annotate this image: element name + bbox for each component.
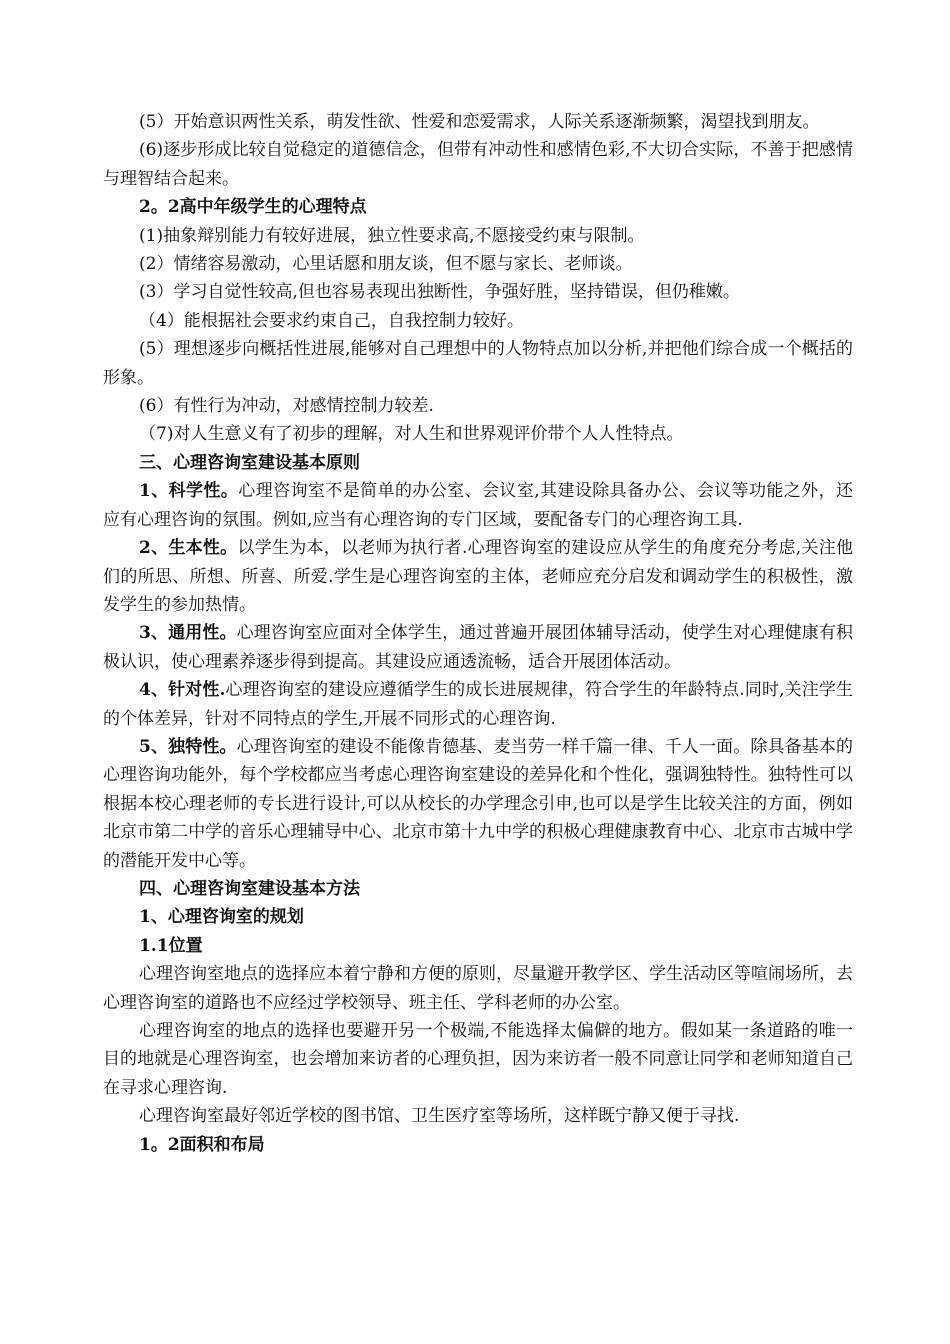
- section-title-principles: 三、心理咨询室建设基本原则: [139, 452, 360, 473]
- paragraph-location: 心理咨询室地点的选择应本着宁静和方便的原则，尽量避开教学区、学生活动区等喧闹场所，去心理咨询室的道路也不应经过学校领导、班主任、学科老师的办公室。: [103, 964, 853, 1013]
- principle-paragraph: [103, 477, 853, 534]
- principle-head: 5、独特性。: [139, 736, 237, 757]
- list-item: (1)抽象辩别能力有较好进展，独立性要求高,不愿接受约束与限制。: [139, 225, 645, 246]
- subsection-title-location: 1.1位置: [139, 935, 203, 956]
- subsection-title-planning: 1、心理咨询室的规划: [139, 907, 304, 928]
- principle-paragraph: [103, 676, 853, 733]
- principle-paragraph: [103, 733, 853, 875]
- subsection-title-area-layout: 1。2面积和布局: [139, 1134, 265, 1155]
- list-item: (6）有性行为冲动，对感情控制力较差.: [139, 396, 434, 417]
- principle-body: 心理咨询室的建设应遵循学生的成长进展规律，符合学生的年龄特点.同时,关注学生的个体差异，针对不同特点的学生,开展不同形式的心理咨询.: [103, 680, 854, 729]
- section-title-senior: 2。2高中年级学生的心理特点: [139, 197, 367, 218]
- principle-head: 2、生本性。: [139, 538, 238, 559]
- principle-body: 心理咨询室不是简单的办公室、会议室,其建设除具备办公、会议等功能之外，还应有心理咨询的氛围。例如,应当有心理咨询的专门区域，要配备专门的心理咨询工具.: [103, 481, 853, 530]
- principle-body: 心理咨询室应面对全体学生，通过普遍开展团体辅导活动，使学生对心理健康有积极认识，使心理素养逐步得到提高。其建设应通透流畅，适合开展团体活动。: [103, 623, 853, 672]
- paragraph-location: 心理咨询室的地点的选择也要避开另一个极端,不能选择太偏僻的地方。假如某一条道路的唯一目的地就是心理咨询室，也会增加来访者的心理负担，因为来访者一般不同意让同学和老师知道自己在寻求心理咨询.: [103, 1021, 853, 1098]
- paragraph-location: 心理咨询室最好邻近学校的图书馆、卫生医疗室等场所，这样既宁静又便于寻找.: [139, 1106, 740, 1127]
- list-item: (2）情绪容易激动，心里话愿和朋友谈，但不愿与家长、老师谈。: [139, 254, 633, 275]
- principle-paragraph: [103, 619, 853, 676]
- list-item: (3）学习自觉性较高,但也容易表现出独断性，争强好胜，坚持错误，但仍稚嫩。: [139, 282, 740, 303]
- principle-body: 心理咨询室的建设不能像肯德基、麦当劳一样千篇一律、千人一面。除具备基本的心理咨询功能外，每个学校都应当考虑心理咨询室建设的差异化和个性化，强调独特性。独特性可以根据本校心理老师的专长进行设计,可以从校长的办学理念引申,也可以是学生比较关注的方面，例如北京市第二中学的音乐心理辅导中心、北京市第十九中学的积极心理健康教育中心、北京市古城中学的潜能开发中心等。: [103, 736, 853, 871]
- paragraph-jr-6: (6)逐步形成比较自觉稳定的道德信念，但带有冲动性和感情色彩,不大切合实际，不善于把感情与理智结合起来。: [103, 140, 853, 189]
- principle-head: 1、科学性。: [139, 481, 239, 502]
- principle-body: 以学生为本，以老师为执行者.心理咨询室的建设应从学生的角度充分考虑,关注他们的所思、所想、所喜、所爱.学生是心理咨询室的主体，老师应充分启发和调动学生的积极性，激发学生的参加热情。: [103, 538, 853, 615]
- list-item: （7)对人生意义有了初步的理解，对人生和世界观评价带个人人性特点。: [139, 424, 684, 445]
- paragraph-jr-5: (5）开始意识两性关系，萌发性欲、性爱和恋爱需求，人际关系逐渐频繁，渴望找到朋友。: [139, 112, 820, 132]
- principle-head: 4、针对性.: [139, 680, 226, 701]
- principle-paragraph: [103, 534, 853, 619]
- document-page: [103, 108, 853, 1159]
- list-item: （4）能根据社会要求约束自己，自我控制力较好。: [139, 310, 524, 331]
- section-title-methods: 四、心理咨询室建设基本方法: [139, 878, 360, 899]
- list-item: (5）理想逐步向概括性进展,能够对自己理想中的人物特点加以分析,并把他们综合成一个概括的形象。: [103, 339, 853, 388]
- principle-head: 3、通用性。: [139, 623, 237, 644]
